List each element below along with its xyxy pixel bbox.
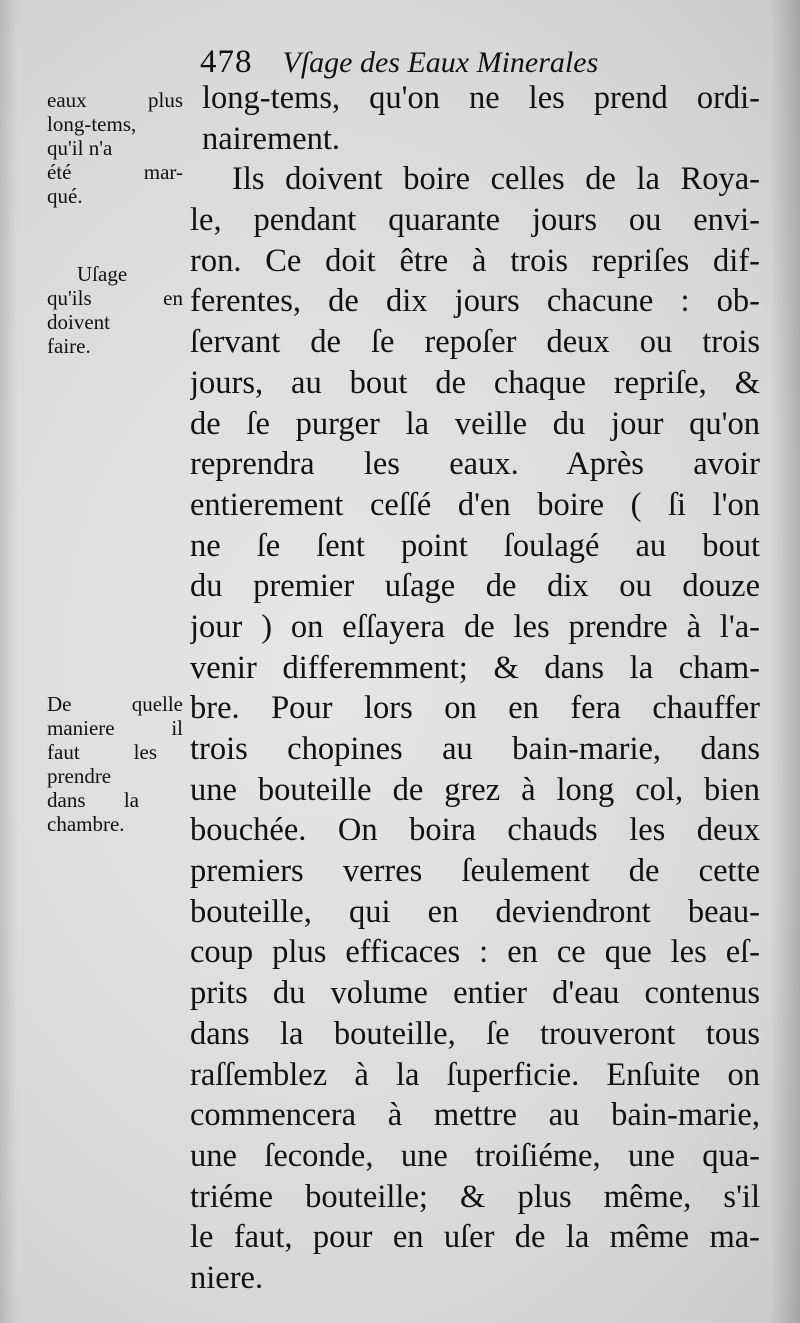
text-line: raſſemblez à la ſuperficie. Enſuite on xyxy=(190,1056,760,1093)
page-edge-shadow xyxy=(0,0,18,1323)
text-line: ne ſe ſent point ſoulagé au bout xyxy=(190,527,760,564)
margin-note-line: faut les xyxy=(47,740,157,764)
text-line: ſervant de ſe repoſer deux ou trois xyxy=(190,324,760,361)
margin-note-line: qu'ils en xyxy=(47,286,183,310)
text-line: venir differemment; & dans la cham- xyxy=(190,649,760,686)
text-line: jour ) on eſſayera de les prendre à l'a- xyxy=(190,608,760,645)
margin-note-2 xyxy=(47,262,183,358)
body-text xyxy=(190,78,760,1299)
text-line: triéme bouteille; & plus même, s'il xyxy=(190,1178,760,1215)
text-line: premiers verres ſeulement de cette xyxy=(190,853,760,890)
text-line: bre. Pour lors on en fera chauffer xyxy=(190,690,760,727)
text-line: une ſeconde, une troiſiéme, une qua- xyxy=(190,1137,760,1174)
margin-note-line: chambre. xyxy=(47,812,125,836)
text-line: de ſe purger la veille du jour qu'on xyxy=(190,405,760,442)
margin-note-line: été mar- xyxy=(47,160,183,184)
text-line: trois chopines au bain-marie, dans xyxy=(190,731,760,767)
text-line: du premier uſage de dix ou douze xyxy=(190,568,760,605)
text-line: dans la bouteille, ſe trouveront tous xyxy=(190,1015,760,1052)
margin-note-line: prendre xyxy=(47,764,112,788)
text-line: niere. xyxy=(190,1259,264,1296)
margin-note-line: maniere il xyxy=(47,716,183,740)
text-line: jours, au bout de chaque repriſe, & xyxy=(190,364,760,401)
margin-note-line: qué. xyxy=(47,184,83,208)
margin-note-1 xyxy=(47,88,183,208)
text-line: coup plus efficaces : en ce que les eſ- xyxy=(190,934,760,971)
page-number: 478 xyxy=(200,44,253,80)
text-line: nairement. xyxy=(202,120,341,157)
text-line: reprendra les eaux. Après avoir xyxy=(190,446,760,483)
text-line: une bouteille de grez à long col, bien xyxy=(190,771,760,808)
margin-note-line: Uſage xyxy=(77,262,128,286)
running-title: Vſage des Eaux Minerales xyxy=(282,46,599,79)
margin-note-line: dans la xyxy=(47,788,139,812)
text-line: le, pendant quarante jours ou envi- xyxy=(190,202,760,239)
text-line: Ils doivent boire celles de la Roya- xyxy=(232,161,760,198)
margin-note-line: doivent xyxy=(47,310,110,334)
margin-note-line: long-tems, xyxy=(47,112,137,136)
text-line: long-tems, qu'on ne les prend ordi- xyxy=(202,80,760,116)
margin-note-3 xyxy=(47,692,183,836)
text-line: ferentes, de dix jours chacune : ob- xyxy=(190,283,760,320)
text-line: prits du volume entier d'eau contenus xyxy=(190,975,760,1012)
margin-note-line: faire. xyxy=(47,334,91,358)
text-line: ron. Ce doit être à trois repriſes dif- xyxy=(190,242,760,279)
gutter-shadow xyxy=(770,0,800,1323)
text-line: commencera à mettre au bain-marie, xyxy=(190,1097,760,1134)
margin-note-line: qu'il n'a xyxy=(47,136,113,160)
text-line: le faut, pour en uſer de la même ma- xyxy=(190,1219,760,1256)
text-line: bouchée. On boira chauds les deux xyxy=(190,812,760,849)
margin-note-line: De quelle xyxy=(47,692,183,716)
text-line: entierement ceſſé d'en boire ( ſi l'on xyxy=(190,486,760,523)
margin-note-line: eaux plus xyxy=(47,88,183,112)
text-line: bouteille, qui en deviendront beau- xyxy=(190,893,760,930)
